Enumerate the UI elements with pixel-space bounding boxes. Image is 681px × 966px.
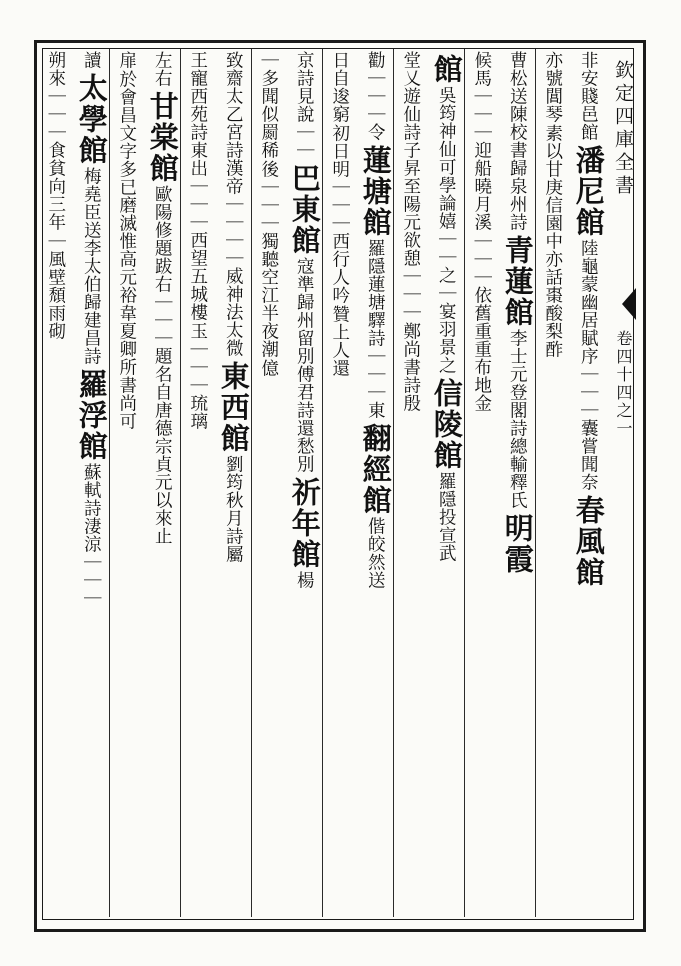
entry-text: 曹松送陳校書歸泉州詩 — [507, 51, 528, 231]
text-column — [464, 50, 500, 914]
entry-text: 勸｜｜｜令 — [365, 51, 386, 141]
entry-heading: 春風館 — [571, 495, 606, 588]
entry-heading: 東西館 — [216, 361, 251, 454]
text-column — [251, 50, 287, 914]
entry-text: 初日明｜｜｜西行人吟 — [329, 124, 350, 304]
entry-text: ｜｜｜依舊重重布地金 — [471, 232, 492, 412]
entry-text: 玉｜｜｜琉璃 — [187, 322, 208, 430]
entry-text: 贊上人還 — [329, 305, 350, 377]
column-rule — [180, 49, 181, 917]
entry-heading: 信陵館 — [429, 378, 464, 471]
text-column — [216, 50, 252, 914]
text-column — [180, 50, 216, 914]
entry-text: 羅隱蓮塘驛詩｜｜｜東 — [365, 239, 386, 419]
entry-heading: 潘尼館 — [571, 145, 606, 238]
entry-text: 李士元登閣詩總輸釋氏 — [507, 329, 528, 509]
text-column — [38, 50, 74, 914]
text-column — [393, 50, 429, 914]
margin-title — [612, 60, 634, 198]
entry-text: 鄭尚書詩殷 — [400, 322, 421, 412]
entry-text: 致齋太乙宮詩漢帝｜｜｜｜威神法太微 — [223, 51, 244, 357]
entry-text: 寇準歸州留別傅君詩還愁別 — [294, 257, 315, 473]
entry-text: 楊 — [294, 571, 315, 589]
entry-text: 日自逡窮 — [329, 51, 350, 123]
column-rule — [393, 49, 394, 917]
text-column — [500, 50, 536, 914]
entry-text: 素以甘庚信園中亦話棗酸梨酢 — [542, 124, 563, 358]
entry-heading: 祈年館 — [287, 477, 322, 570]
entry-text: 蘇軾詩淒涼｜｜｜ — [81, 463, 102, 607]
text-column — [535, 50, 571, 914]
volume-label: 卷四十四之一 — [614, 330, 633, 438]
text-column — [429, 50, 465, 914]
entry-text: 朔來｜｜｜食貧向三年 — [45, 51, 66, 231]
entry-text: 陸龜蒙幽居賦序｜｜｜囊嘗聞奈 — [578, 239, 599, 491]
column-rule — [464, 49, 465, 917]
entry-text: 歐陽修題跋右｜｜｜題名自唐德宗貞元以來止 — [152, 185, 173, 545]
entry-text: 扉 — [116, 51, 137, 69]
entry-text: 劉筠秋月詩屬 — [223, 455, 244, 563]
margin-volume — [612, 330, 634, 438]
entry-heading: 青蓮館 — [500, 235, 535, 328]
entry-text: 王寵西苑詩東出｜｜｜西望五城樓 — [187, 51, 208, 321]
text-column — [109, 50, 145, 914]
entry-text: ｜多聞似罽稀 — [258, 51, 279, 159]
entry-text: 億 — [258, 359, 279, 377]
text-column — [571, 50, 607, 914]
entry-text: 左右 — [152, 51, 173, 87]
column-rule — [322, 49, 323, 917]
entry-text: 讀 — [81, 51, 102, 69]
entry-text: 京詩見說｜｜ — [294, 51, 315, 159]
entry-text: 後｜｜｜獨聽空江半夜潮 — [258, 160, 279, 358]
column-rule — [251, 49, 252, 917]
entry-text: 非安賤邑館 — [578, 51, 599, 141]
entry-text: 於會昌文字多已磨滅惟高元裕韋夏卿所書尚可 — [116, 70, 137, 430]
entry-heading: 蓮塘館 — [358, 145, 393, 238]
entry-text: ｜風壁頹雨砌 — [45, 232, 66, 340]
entry-text: 偕皎然送 — [365, 517, 386, 589]
entry-text: 亦號閶琴 — [542, 51, 563, 123]
column-rule — [109, 49, 110, 917]
text-column — [358, 50, 394, 914]
entry-heading: 明霞 — [500, 513, 535, 575]
entry-heading: 巴東館 — [287, 163, 322, 256]
fishtail-mark — [608, 288, 636, 320]
text-column — [145, 50, 181, 914]
entry-text: 候馬｜｜｜迎船曉月溪 — [471, 51, 492, 231]
entry-heading: 甘棠館 — [145, 91, 180, 184]
text-column — [322, 50, 358, 914]
text-column — [287, 50, 323, 914]
column-rule — [535, 49, 536, 917]
entry-heading: 館 — [429, 54, 464, 85]
entry-text: 堂乂遊仙詩子昇至陽元欲憩｜｜｜ — [400, 51, 421, 321]
entry-text: 吳筠神仙可學論嬉｜｜之｜宴羽景之 — [436, 86, 457, 374]
text-column — [74, 50, 110, 914]
book-title: 欽定四庫全書 — [612, 60, 634, 198]
entry-heading: 太學館 — [74, 73, 109, 166]
entry-text: 梅堯臣送李太伯歸建昌詩 — [81, 167, 102, 365]
entry-text: 羅隱投宣武 — [436, 472, 457, 562]
entry-heading: 羅浮館 — [74, 369, 109, 462]
entry-heading: 翻經館 — [358, 423, 393, 516]
